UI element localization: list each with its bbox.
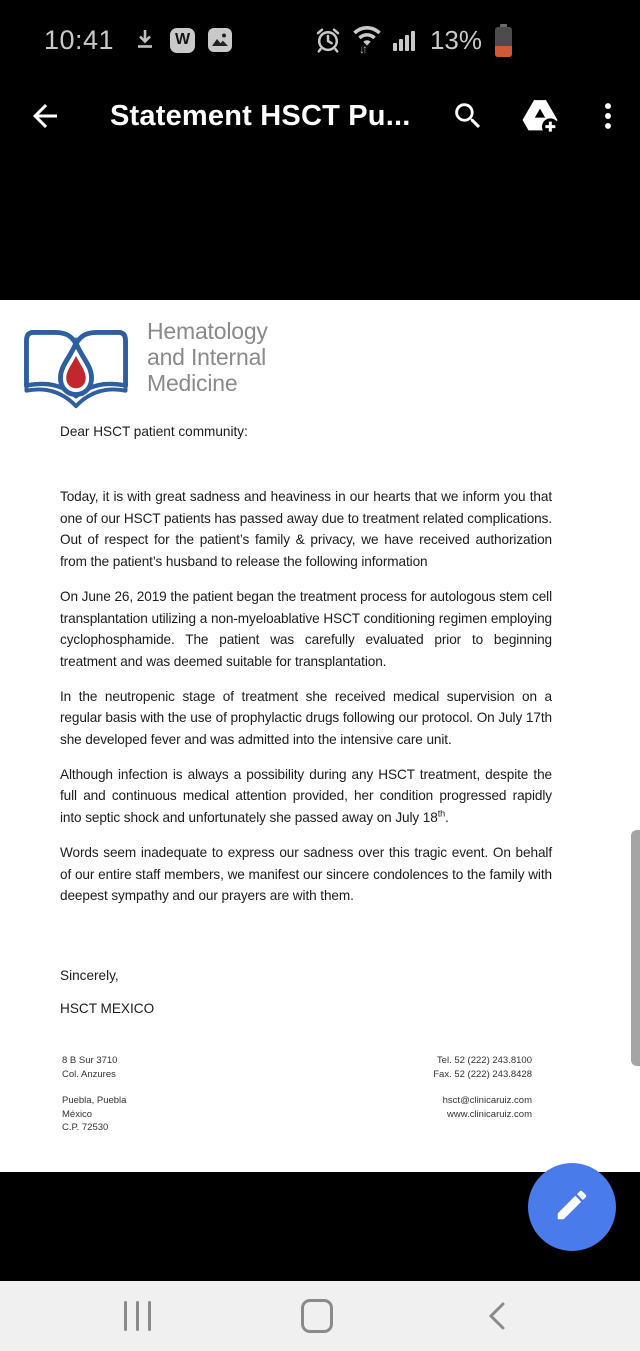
- gallery-icon: [207, 27, 233, 53]
- footer-fax: Fax. 52 (222) 243.8428: [433, 1068, 532, 1080]
- scrollbar-handle[interactable]: [631, 830, 640, 1066]
- alarm-icon: [313, 25, 343, 55]
- footer-street: 8 B Sur 3710: [62, 1055, 118, 1066]
- footer-website: www.clinicaruiz.com: [447, 1108, 532, 1120]
- status-time: 10:41: [44, 24, 115, 55]
- letter-paragraph: In the neutropenic stage of treatment she received medical supervision on a regular basis with the use of prophylactic drugs following our protocol. On July 17th she developed fever and was admitted into the intensive care unit.: [60, 688, 552, 748]
- word-badge-icon: W: [170, 28, 195, 53]
- letter-salutation: Dear HSCT patient community:: [60, 424, 248, 439]
- wifi-icon: [352, 23, 384, 57]
- wifi-direction-arrows: ↓↑: [358, 42, 365, 56]
- recents-icon[interactable]: [101, 1281, 173, 1351]
- search-icon[interactable]: [446, 94, 490, 138]
- download-icon: [132, 27, 158, 53]
- footer-country: México: [62, 1108, 93, 1120]
- document-title: Statement HSCT Pu...: [110, 99, 411, 132]
- footer-city: Puebla, Puebla: [62, 1095, 127, 1106]
- letter-paragraph: Today, it is with great sadness and heaviness in our hearts that we inform you that one of our HSCT patients has passed away due to treatment related complications. Out of respect for the patient’s family & privacy, we have received authorization from the patient’s husband to release the following information: [60, 489, 552, 570]
- letterhead-footer: [62, 1054, 532, 1148]
- footer-contact-column: [433, 1054, 532, 1148]
- back-arrow-icon[interactable]: [26, 97, 64, 135]
- status-bar: [0, 0, 640, 80]
- clinic-logo: [15, 312, 268, 419]
- letter-paragraph: Although infection is always a possibility during any HSCT treatment, despite the full and continuous medical attention provided, her condition progressed rapidly into septic shock and unfortunately she passed away on July 18th.: [60, 766, 552, 826]
- footer-colonia: Col. Anzures: [62, 1068, 116, 1080]
- edit-pencil-icon: [553, 1186, 591, 1229]
- letter-closing: Sincerely,: [60, 968, 119, 983]
- back-icon[interactable]: [461, 1281, 533, 1351]
- battery-percent: 13%: [429, 24, 482, 55]
- logo-line-1: Hematology: [147, 318, 268, 344]
- clinic-name: [147, 312, 268, 419]
- add-to-drive-icon[interactable]: [518, 94, 562, 138]
- logo-line-3: Medicine: [147, 370, 238, 396]
- letter-signature: HSCT MEXICO: [60, 1001, 155, 1016]
- footer-tel: Tel. 52 (222) 243.8100: [436, 1055, 532, 1066]
- footer-email: hsct@clinicaruiz.com: [442, 1095, 532, 1106]
- document-page[interactable]: [0, 300, 640, 1172]
- footer-postal-code: C.P. 72530: [62, 1122, 109, 1133]
- overflow-menu-icon[interactable]: [586, 94, 630, 138]
- book-blood-drop-logo-icon: [15, 312, 137, 419]
- battery-icon: [495, 24, 512, 57]
- signal-icon: [393, 29, 415, 51]
- logo-line-2: and Internal: [147, 344, 267, 370]
- letter-paragraph: On June 26, 2019 the patient began the treatment process for autologous stem cell transplantation utilizing a non-myeloablative HSCT conditioning regimen employing cyclophosphamide. The patient was carefully evaluated prior to beginning treatment and was deemed suitable for transplantation.: [60, 588, 552, 669]
- ordinal-superscript: th: [437, 808, 445, 819]
- letter-paragraph: Words seem inadequate to express our sadness over this tragic event. On behalf of our entire staff members, we manifest our sincere condolences to the family with deepest sympathy and our prayers are with them.: [60, 844, 552, 904]
- navigation-bar: [0, 1281, 640, 1351]
- home-icon[interactable]: [281, 1281, 353, 1351]
- app-bar: [0, 80, 640, 152]
- letter-body: [60, 486, 552, 920]
- edit-fab-button[interactable]: [528, 1163, 616, 1251]
- footer-address-column: [62, 1054, 126, 1148]
